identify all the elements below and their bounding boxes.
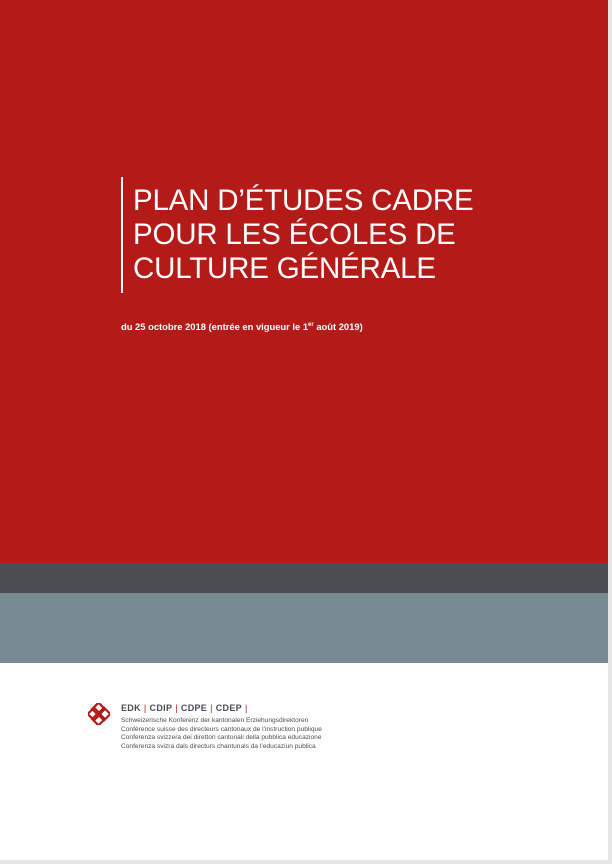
brand-cdep: CDEP (215, 703, 242, 713)
brand-cdpe: CDPE (180, 703, 208, 713)
brand-acronyms (121, 703, 251, 713)
org-name-de: Schweizerische Konferenz der kantonalen Erziehungsdirektoren (121, 717, 309, 724)
edk-logo-icon (88, 703, 110, 725)
subtitle-text-start: du 25 octobre 2018 (entrée en vigueur le 1 (121, 321, 309, 332)
cover-title (133, 184, 593, 286)
organization-names (121, 717, 322, 751)
title-line-3: CULTURE GÉNÉRALE (133, 252, 436, 285)
subtitle-text-end: août 2019) (313, 321, 363, 332)
brand-separator: | (210, 703, 213, 713)
brand-separator: | (143, 703, 147, 713)
subtitle-superscript: er (308, 322, 314, 328)
dark-band (0, 563, 608, 593)
title-rule (121, 177, 123, 293)
org-name-fr: Conférence suisse des directeurs cantonaux de l’instruction publique (121, 725, 322, 733)
brand-separator: | (175, 703, 178, 713)
brand-edk: EDK (121, 703, 141, 713)
brand-separator: | (244, 703, 248, 713)
title-line-1: PLAN D’ÉTUDES CADRE (133, 184, 474, 217)
page-edge-bottom (0, 860, 612, 864)
title-line-2: POUR LES ÉCOLES DE (133, 218, 456, 251)
page-edge-right (608, 0, 612, 864)
cover-subtitle (121, 321, 363, 332)
brand-cdip: CDIP (149, 703, 173, 713)
org-name-it: Conferenza svizzera dei direttori cantonali della pubblica educazione (121, 734, 322, 741)
org-name-rm: Conferenza svizra dals directurs chantunals da l’educaziun publica (121, 742, 316, 750)
grey-band (0, 593, 608, 663)
